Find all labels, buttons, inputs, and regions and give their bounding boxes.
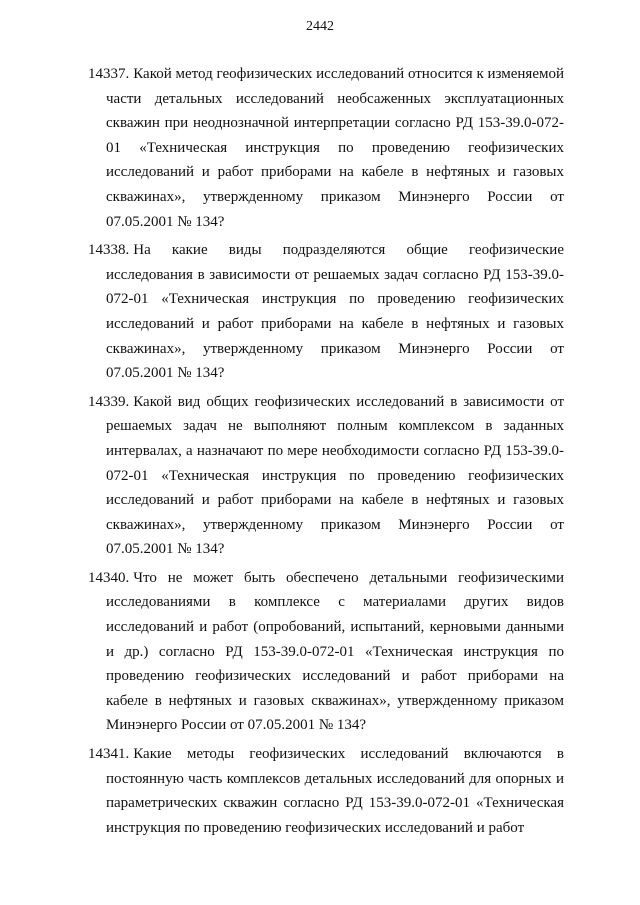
question-item [88, 566, 564, 738]
question-text: Какой метод геофизических исследований относится к изменяемой части детальных исследований необсаженных эксплуатационных скважин при неоднозначной интерпретации согласно РД 153-39.0-072-01 «Техническая инструкция по проведению геофизических исследований и работ приборами на кабеле в нефтяных и газовых скважинах», утвержденному приказом Минэнерго России от 07.05.2001 № 134? [106, 66, 564, 230]
question-item [88, 238, 564, 386]
question-number: 14337. [88, 66, 130, 82]
question-number: 14341. [88, 746, 130, 763]
question-text: На какие виды подразделяются общие геофизические исследования в зависимости от решаемых задач согласно РД 153-39.0-072-01 «Техническая инструкция по проведению геофизических исследований и работ приборами на кабеле в нефтяных и газовых скважинах», утвержденному приказом Минэнерго России от 07.05.2001 № 134? [106, 242, 564, 382]
question-item [88, 390, 564, 562]
question-text: Какие методы геофизических исследований включаются в постоянную часть комплексов детальных исследований для опорных и параметрических скважин согласно РД 153-39.0-072-01 «Техническая инструкция по проведению геофизических исследований и работ [106, 746, 564, 836]
question-number: 14339. [88, 393, 130, 410]
question-text: Что не может быть обеспечено детальными геофизическими исследованиями в комплексе с материалами других видов исследований и работ (опробований, испытаний, керновыми данными и др.) согласно РД 153-39.0-072-01 «Техническая инструкция по проведению геофизических исследований и работ приборами на кабеле в нефтяных и газовых скважинах», утвержденному приказом Минэнерго России от 07.05.2001 № 134? [106, 569, 564, 734]
question-number: 14340. [88, 569, 130, 586]
question-number: 14338. [88, 242, 130, 259]
question-list [88, 62, 564, 844]
question-item [88, 62, 564, 234]
page-number: 2442 [306, 19, 334, 34]
question-text: Какой вид общих геофизических исследований в зависимости от решаемых задач не выполняют полным комплексом в заданных интервалах, а назначают по мере необходимости согласно РД 153-39.0-072-01 «Техническая инструкция по проведению геофизических исследований и работ приборами на кабеле в нефтяных и газовых скважинах», утвержденному приказом Минэнерго России от 07.05.2001 № 134? [106, 393, 564, 558]
question-item [88, 742, 564, 840]
